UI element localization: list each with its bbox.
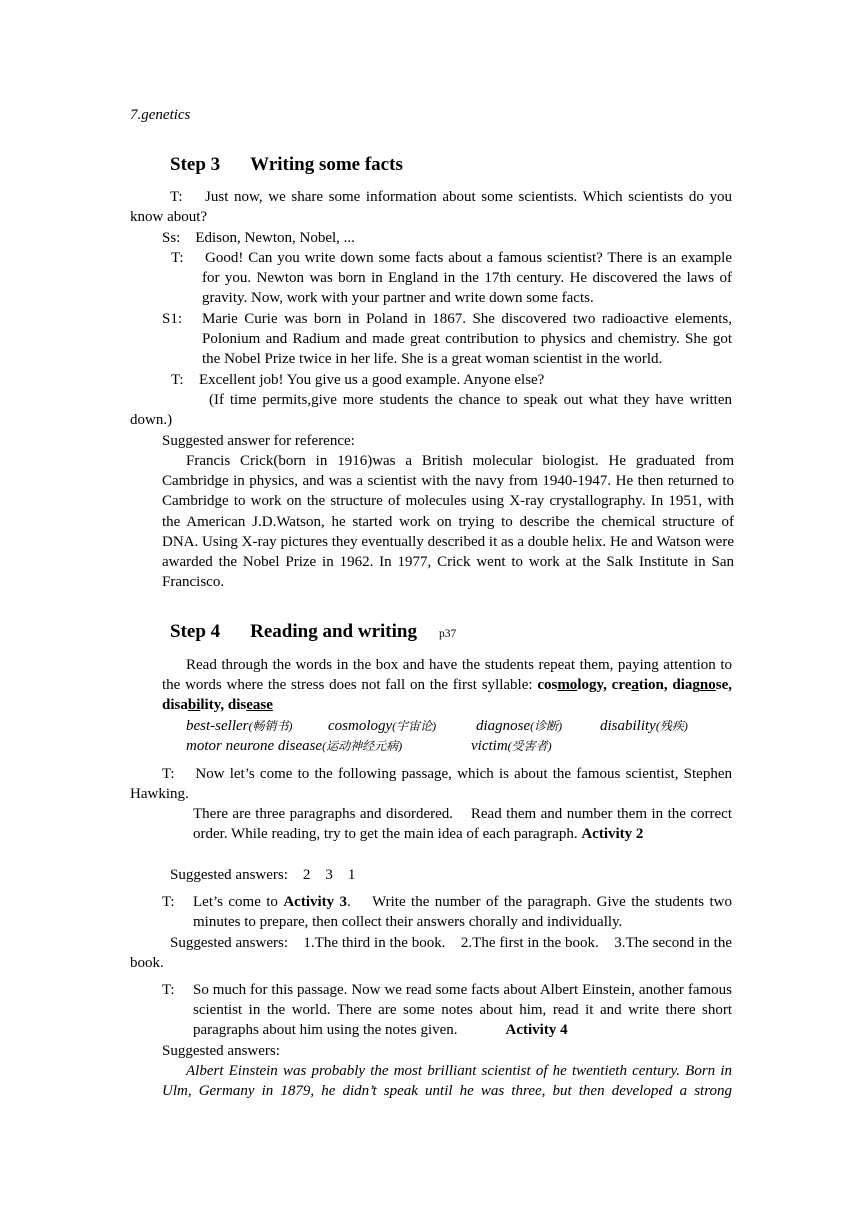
- dialogue-t5-speaker: T:: [162, 894, 175, 910]
- stress-word-disease: disease: [227, 697, 273, 714]
- vocab-item: motor neurone disease(运动神经元病): [186, 738, 403, 754]
- step4-heading: [170, 620, 456, 646]
- vocab-row-1: [186, 716, 688, 736]
- vocab-item: diagnose(诊断): [476, 718, 563, 734]
- step3-label: Step 3: [170, 154, 221, 175]
- vocab-item: disability(残疾): [600, 718, 688, 734]
- activity-2-label: Activity 2: [581, 826, 644, 843]
- stress-word-diagnose: diagnose,: [672, 677, 732, 694]
- stress-word-cosmology: cosmology,: [537, 677, 607, 694]
- teacher-note: (If time permits,give more students the chance to speak out what they have written down.): [130, 392, 732, 429]
- activity-3-label: Activity 3: [283, 894, 348, 910]
- einstein-paragraph: Albert Einstein was probably the most brilliant scientist of he twentieth century. Born in Ulm, Germany in 1879, he didn’t speak until he was three, but then developed a strong: [162, 1063, 732, 1100]
- dialogue-t3-speaker: T:: [171, 372, 184, 388]
- answers-activity-4-label: Suggested answers:: [162, 1043, 280, 1059]
- step3-title: Writing some facts: [250, 154, 403, 175]
- stress-word-disability: disability,: [162, 697, 228, 714]
- vocab-row-2: [186, 736, 552, 756]
- answers-activity-2: Suggested answers: 2 3 1: [170, 867, 356, 883]
- paragraph-instruction: There are three paragraphs and disordered. Read them and number them in the correct order. While reading, try to get the main idea of each paragraph. Activity 2: [193, 806, 732, 843]
- vocab-item: cosmology(宇宙论): [328, 718, 437, 734]
- vocab-item: victim(受害者): [471, 738, 552, 754]
- stress-word-creation: creation,: [611, 677, 673, 694]
- dialogue-t2-speaker: T:: [171, 250, 184, 266]
- dialogue-t1: T: Just now, we share some information about some scientists. Which scientists do you know about?: [130, 189, 732, 226]
- vocab-item: best-seller(畅销书): [186, 718, 293, 734]
- dialogue-t6-text: So much for this passage. Now we read some facts about Albert Einstein, another famous scientist in the world. There are some notes about him, read it and write there short paragraphs about him using the notes given. Activity 4: [193, 982, 732, 1039]
- dialogue-t6-speaker: T:: [162, 982, 175, 998]
- section-item-label: 7.genetics: [130, 107, 191, 123]
- dialogue-s1-speaker: S1:: [162, 311, 183, 327]
- step4-intro-text: Read through the words in the box and have the students repeat them, paying attention to the words where the stress does not fall on the first syllable:: [162, 657, 732, 694]
- answers-activity-3: Suggested answers: 1.The third in the book. 2.The first in the book. 3.The second in the book.: [130, 935, 732, 972]
- dialogue-ss1: Ss: Edison, Newton, Nobel, ...: [162, 230, 355, 246]
- dialogue-s1-text: Marie Curie was born in Poland in 1867. She discovered two radioactive elements, Polonium and Radium and made great contribution to physics and chemistry. She got the Nobel Prize twice in her life. She is a great woman scientist in the world.: [202, 311, 732, 368]
- crick-paragraph: Francis Crick(born in 1916)was a British molecular biologist. He graduated from Cambridge in physics, and was a scientist with the navy from 1940-1947. He then returned to Cambridge to work on the structure of molecules using X-ray crystallography. In 1951, with the American J.D.Watson, he started work on trying to describe the chemical structure of DNA. Using X-ray pictures they eventually described it as a double helix. He and Watson were awarded the Nobel Prize in 1962. In 1977, Crick went to work at the Salk Institute in San Francisco.: [162, 453, 734, 591]
- suggested-answer-label: Suggested answer for reference:: [162, 433, 355, 449]
- dialogue-t4: T: Now let’s come to the following passage, which is about the famous scientist, Stephen Hawking.: [130, 766, 732, 803]
- dialogue-t2-text: Good! Can you write down some facts about a famous scientist? There is an example for you. Newton was born in England in the 17th century. He discovered the laws of gravity. Now, work with your partner and write down some facts.: [202, 250, 732, 307]
- activity-4-label: Activity 4: [505, 1022, 568, 1039]
- step4-label: Step 4: [170, 621, 221, 642]
- step4-title: Reading and writing: [250, 621, 417, 642]
- dialogue-t3-text: Excellent job! You give us a good example. Anyone else?: [199, 372, 545, 388]
- page-reference: p37: [438, 628, 457, 640]
- step3-heading: [170, 153, 403, 177]
- dialogue-t5-text: Let’s come to Activity 3. Write the number of the paragraph. Give the students two minutes to prepare, then collect their answers chorally and individually.: [193, 894, 732, 931]
- step4-intro: [162, 655, 732, 716]
